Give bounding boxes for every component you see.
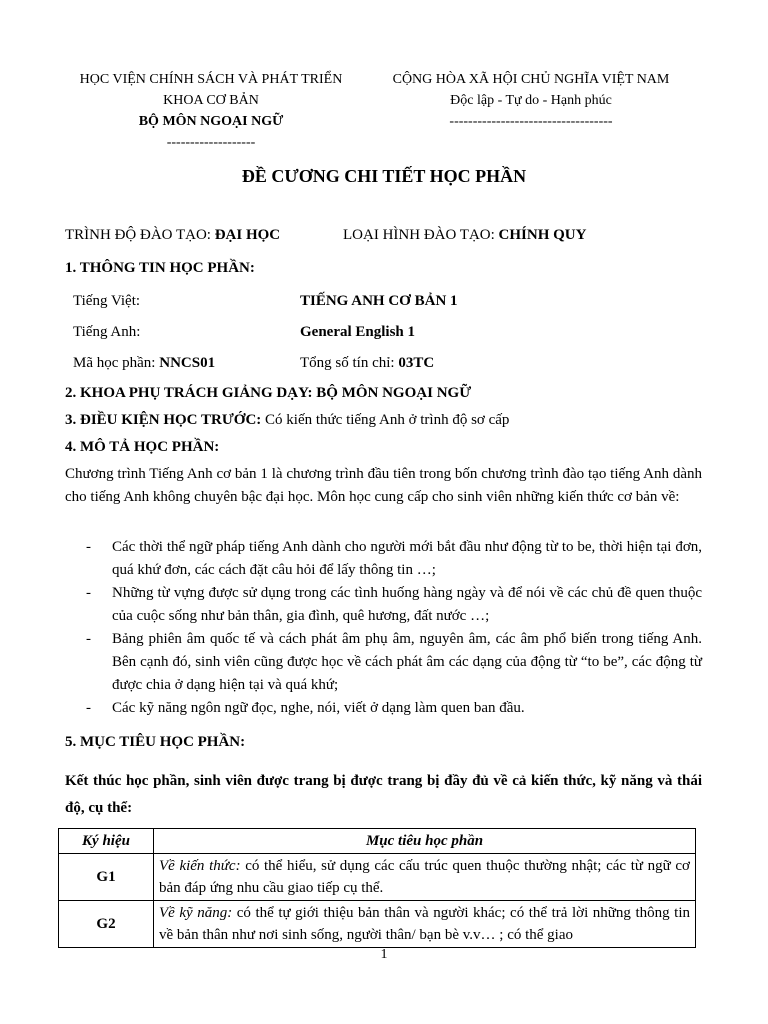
training-type-value: CHÍNH QUY: [498, 227, 587, 243]
header-left: [62, 69, 360, 153]
section-4-bullet-list: [86, 536, 702, 720]
bullet-text: Những từ vựng được sử dụng trong các tình huống hàng ngày và để nói về các chủ đề quen thuộc của cuộc sống như bản thân, gia đình, quê hương, đất nước …;: [112, 585, 702, 624]
objective-text: có thể hiểu, sử dụng các cấu trúc quen thuộc thường nhật; các từ ngữ cơ bản đáp ứng nhu cầu giao tiếp cụ thể.: [159, 858, 690, 896]
header-right: [372, 69, 690, 132]
institution-name: HỌC VIỆN CHÍNH SÁCH VÀ PHÁT TRIỂN: [79, 72, 343, 87]
bullet-marker: -: [86, 631, 91, 647]
bullet-text: Bảng phiên âm quốc tế và cách phát âm phụ âm, nguyên âm, các âm phổ biến trong tiếng Anh. Bên cạnh đó, sinh viên cũng được học về cách phát âm các dạng của động từ “to be”, các động từ được chia ở dạng hiện tại và quá khứ;: [112, 631, 702, 693]
section-4-heading: 4. MÔ TẢ HỌC PHẦN:: [65, 439, 220, 455]
list-item: [86, 582, 702, 628]
section-3-heading: 3. ĐIỀU KIỆN HỌC TRƯỚC:: [65, 412, 266, 428]
header-right-rule: -----------------------------------: [449, 114, 613, 129]
country-name: CỘNG HÒA XÃ HỘI CHỦ NGHĨA VIỆT NAM: [392, 72, 670, 87]
section-5-intro: Kết thúc học phần, sinh viên được trang bị được trang bị đầy đủ về cả kiến thức, kỹ năng và thái độ, cụ thể:: [65, 773, 702, 816]
training-level: [65, 227, 280, 244]
col-goal-header: Mục tiêu học phần: [154, 829, 696, 854]
page-title: ĐỀ CƯƠNG CHI TIẾT HỌC PHẦN: [241, 166, 527, 186]
section-3-text: Có kiến thức tiếng Anh ở trình độ sơ cấp: [265, 412, 510, 428]
section-1-heading: 1. THÔNG TIN HỌC PHẦN:: [65, 260, 255, 276]
credits: [300, 355, 434, 372]
list-item: [86, 697, 702, 720]
objective-label: Về kỹ năng:: [159, 905, 233, 921]
list-item: [86, 536, 702, 582]
section-2-heading: 2. KHOA PHỤ TRÁCH GIẢNG DẠY: BỘ MÔN NGOẠI NGỮ: [65, 385, 472, 401]
page-number: 1: [380, 947, 388, 962]
motto: Độc lập - Tự do - Hạnh phúc: [450, 93, 612, 108]
credits-value: 03TC: [398, 355, 435, 371]
table-row: [59, 854, 696, 901]
course-code: [73, 355, 215, 372]
training-level-value: ĐẠI HỌC: [214, 227, 281, 243]
bullet-marker: -: [86, 539, 91, 555]
vn-name-value: TIẾNG ANH CƠ BẢN 1: [300, 293, 458, 309]
col-code-header: Ký hiệu: [59, 829, 154, 854]
en-name-label: Tiếng Anh:: [73, 324, 141, 340]
credits-label: Tổng số tín chỉ:: [300, 355, 399, 371]
objective-text: có thể tự giới thiệu bản thân và người khác; có thể trả lời những thông tin về bản thân như nơi sinh sống, người thân/ bạn bè v.v… ; có thể giao: [159, 905, 690, 943]
vn-name-label: Tiếng Việt:: [73, 293, 141, 309]
training-type: [343, 227, 586, 244]
objective-code: G2: [59, 901, 154, 948]
department-name: BỘ MÔN NGOẠI NGỮ: [138, 114, 284, 129]
course-code-value: NNCS01: [159, 355, 216, 371]
list-item: [86, 628, 702, 697]
bullet-text: Các kỹ năng ngôn ngữ đọc, nghe, nói, viết ở dạng làm quen ban đầu.: [112, 700, 525, 716]
bullet-marker: -: [86, 700, 91, 716]
objective-description: [154, 901, 696, 948]
objective-label: Về kiến thức:: [159, 858, 241, 874]
training-level-label: TRÌNH ĐỘ ĐÀO TẠO:: [65, 227, 215, 243]
section-3: [65, 412, 509, 429]
bullet-text: Các thời thể ngữ pháp tiếng Anh dành cho người mới bắt đầu như động từ to be, thời hiện tại đơn, quá khứ đơn, các cách đặt câu hỏi để lấy thông tin …;: [112, 539, 702, 578]
objective-description: [154, 854, 696, 901]
faculty-name: KHOA CƠ BẢN: [163, 93, 259, 108]
section-4-intro: Chương trình Tiếng Anh cơ bản 1 là chương trình đầu tiên trong bốn chương trình đào tạo tiếng Anh dành cho tiếng Anh không chuyên bậc đại học. Môn học cung cấp cho sinh viên những kiến thức cơ bản về:: [65, 466, 702, 505]
section-5-heading: 5. MỤC TIÊU HỌC PHẦN:: [65, 734, 246, 750]
training-type-label: LOẠI HÌNH ĐÀO TẠO:: [343, 227, 499, 243]
table-row: [59, 901, 696, 948]
objective-code: G1: [59, 854, 154, 901]
course-code-label: Mã học phần:: [73, 355, 160, 371]
table-header-row: [59, 829, 696, 854]
en-name-value: General English 1: [300, 324, 416, 340]
header-left-rule: -------------------: [166, 135, 256, 150]
bullet-marker: -: [86, 585, 91, 601]
objectives-table: [58, 828, 696, 948]
